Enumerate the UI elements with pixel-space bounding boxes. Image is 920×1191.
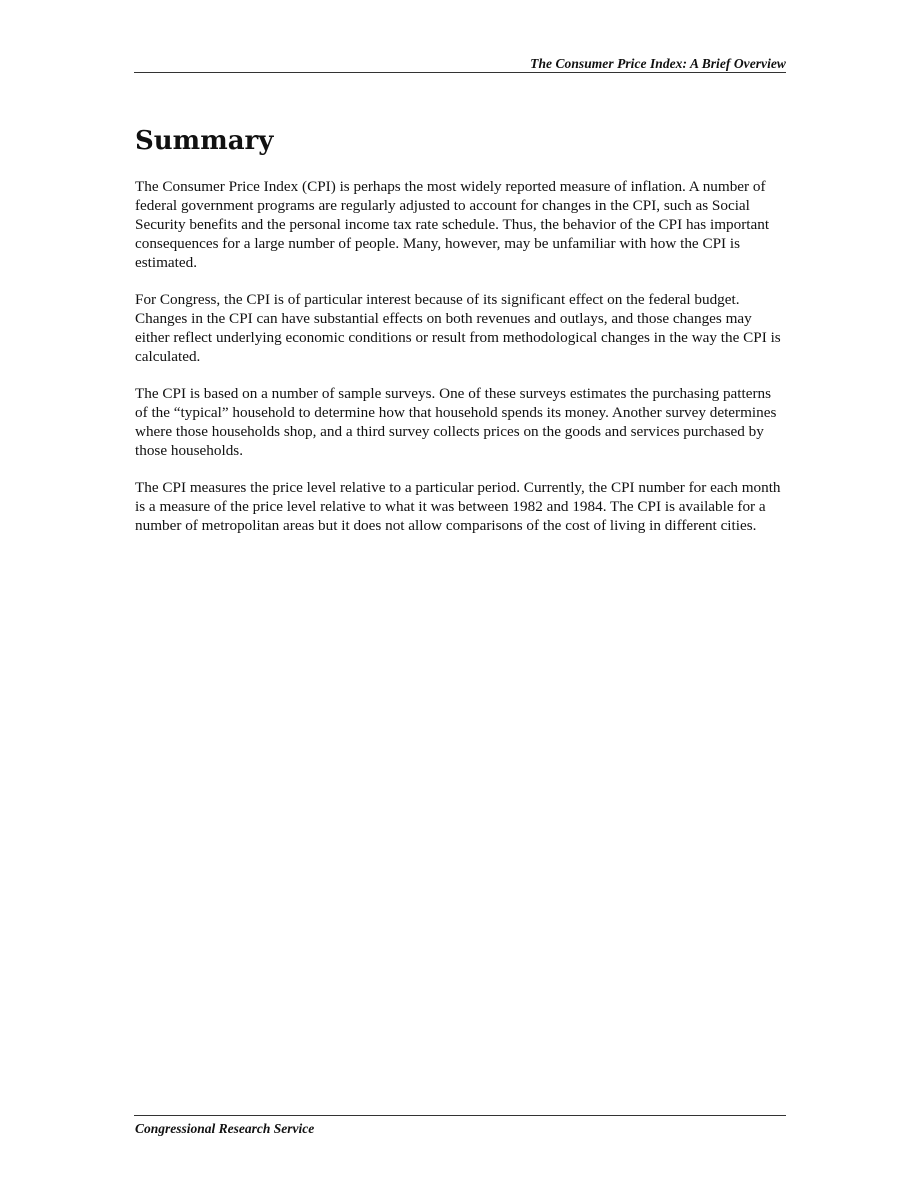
running-footer: Congressional Research Service bbox=[135, 1121, 315, 1136]
summary-body bbox=[135, 177, 787, 553]
paragraph-1: The Consumer Price Index (CPI) is perhaps the most widely reported measure of inflation. A number of federal government programs are regularly adjusted to account for changes in the CPI, such as Social Security benefits and the personal income tax rate schedule. Thus, the behavior of the CPI has important consequences for a large number of people. Many, however, may be unfamiliar with how the CPI is estimated. bbox=[135, 178, 770, 271]
paragraph-3: The CPI is based on a number of sample surveys. One of these surveys estimates the purchasing patterns of the “typical” household to determine how that household spends its money. Another survey determines where those households shop, and a third survey collects prices on the goods and services purchased by those households. bbox=[135, 385, 777, 459]
section-title: Summary bbox=[135, 126, 274, 156]
running-header: The Consumer Price Index: A Brief Overview bbox=[530, 56, 786, 71]
paragraph-4: The CPI measures the price level relative to a particular period. Currently, the CPI number for each month is a measure of the price level relative to what it was between 1982 and 1984. The CPI is available for a number of metropolitan areas but it does not allow comparisons of the cost of living in different cities. bbox=[135, 479, 781, 534]
paragraph-2: For Congress, the CPI is of particular interest because of its significant effect on the federal budget. Changes in the CPI can have substantial effects on both revenues and outlays, and those changes may either reflect underlying economic conditions or result from methodological changes in the way the CPI is calculated. bbox=[135, 291, 781, 365]
footer-rule bbox=[134, 1115, 786, 1116]
header-rule bbox=[134, 72, 786, 73]
